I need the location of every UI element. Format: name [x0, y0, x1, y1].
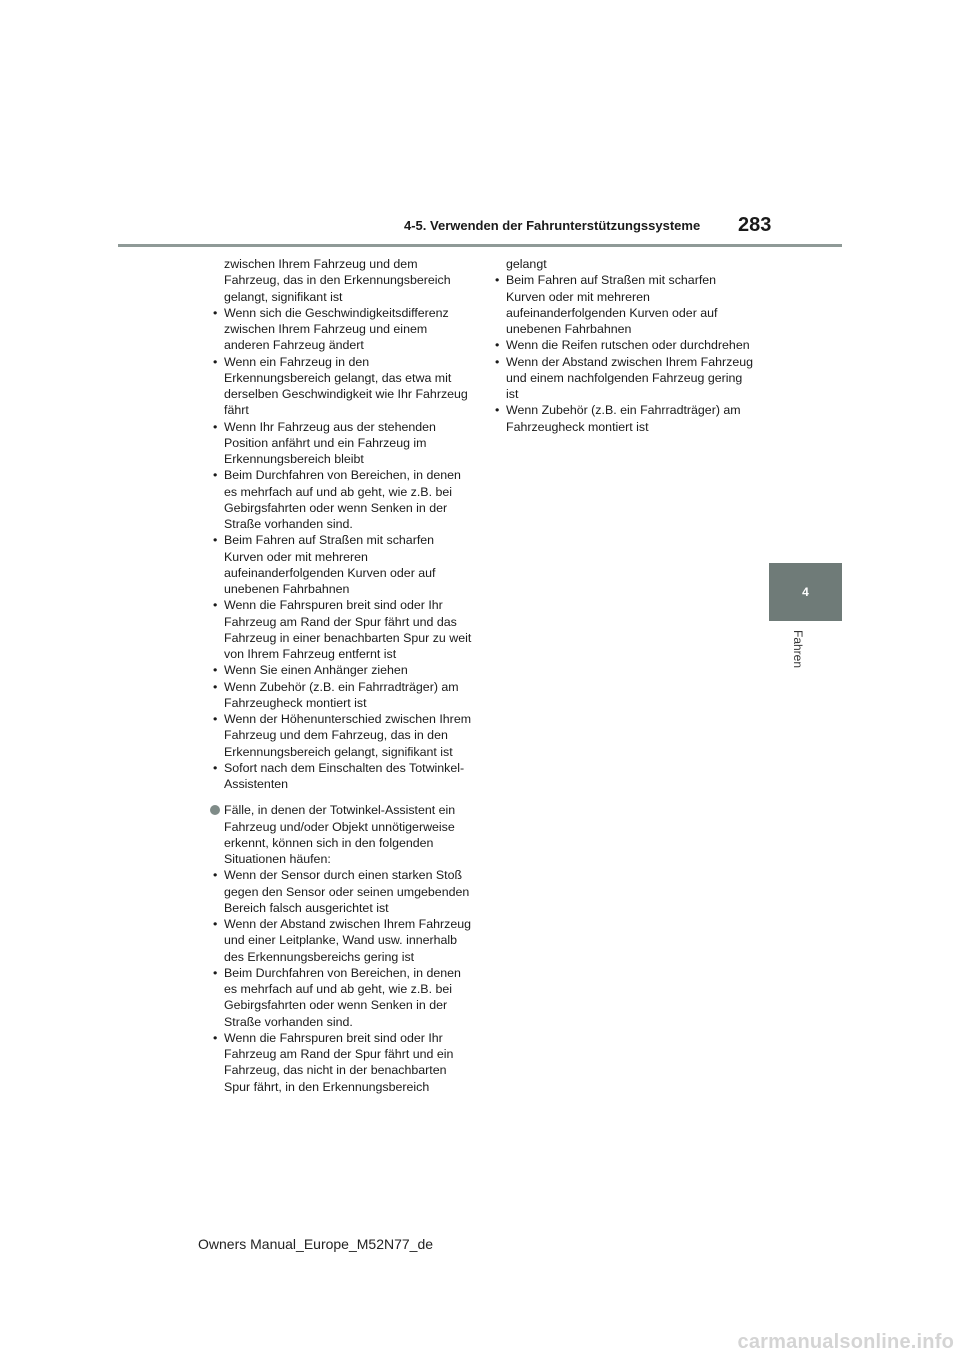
list-item: • Wenn Sie einen Anhänger ziehen	[210, 662, 472, 678]
list-item: • Wenn sich die Geschwindigkeitsdifferenz zwischen Ihrem Fahrzeug und einem anderen Fahrzeug ändert	[210, 305, 472, 354]
chapter-label: Fahren	[791, 630, 805, 669]
right-column	[492, 256, 754, 435]
list-item: • Wenn die Reifen rutschen oder durchdrehen	[492, 337, 754, 353]
bullet-list	[210, 867, 472, 1095]
list-item: • Wenn der Sensor durch einen starken Stoß gegen den Sensor oder seinen umgebenden Bereich falsch ausgerichtet ist	[210, 867, 472, 916]
list-item: • Beim Durchfahren von Bereichen, in denen es mehrfach auf und ab geht, wie z.B. bei Gebirgsfahrten oder wenn Senken in der Straße vorhanden sind.	[210, 965, 472, 1030]
list-item: • Wenn Zubehör (z.B. ein Fahrradträger) am Fahrzeugheck montiert ist	[492, 402, 754, 435]
list-item: • Wenn die Fahrspuren breit sind oder Ihr Fahrzeug am Rand der Spur fährt und ein Fahrzeug, das nicht in der benachbarten Spur fährt, in den Erkennungsbereich	[210, 1030, 472, 1095]
list-item: • Wenn der Abstand zwischen Ihrem Fahrzeug und einer Leitplanke, Wand usw. innerhalb des Erkennungsbereichs gering ist	[210, 916, 472, 965]
watermark: carmanualsonline.info	[737, 1331, 954, 1353]
header-divider	[118, 244, 842, 247]
list-item: • Beim Fahren auf Straßen mit scharfen Kurven oder mit mehreren aufeinanderfolgenden Kurven oder auf unebenen Fahrbahnen	[210, 532, 472, 597]
continued-text: zwischen Ihrem Fahrzeug und dem Fahrzeug, das in den Erkennungsbereich gelangt, signifikant ist	[224, 257, 451, 304]
chapter-number: 4	[802, 585, 809, 599]
list-item: • Wenn ein Fahrzeug in den Erkennungsbereich gelangt, das etwa mit derselben Geschwindigkeit wie Ihr Fahrzeug fährt	[210, 354, 472, 419]
list-item: • Wenn Ihr Fahrzeug aus der stehenden Position anfährt und ein Fahrzeug im Erkennungsbereich bleibt	[210, 419, 472, 468]
page-number: 283	[738, 214, 772, 236]
list-item: • Beim Durchfahren von Bereichen, in denen es mehrfach auf und ab geht, wie z.B. bei Gebirgsfahrten oder wenn Senken in der Straße vorhanden sind.	[210, 467, 472, 532]
section-title: 4-5. Verwenden der Fahrunterstützungssysteme	[404, 218, 701, 233]
left-column	[210, 256, 472, 1095]
circle-bullet-icon	[210, 805, 220, 815]
list-item: • Wenn der Höhenunterschied zwischen Ihrem Fahrzeug und dem Fahrzeug, das in den Erkennungsbereich gelangt, signifikant ist	[210, 711, 472, 760]
list-item: • Wenn Zubehör (z.B. ein Fahrradträger) am Fahrzeugheck montiert ist	[210, 679, 472, 712]
continued-text: gelangt	[506, 257, 547, 271]
list-item: • Sofort nach dem Einschalten des Totwinkel-Assistenten	[210, 760, 472, 793]
bullet-list	[210, 305, 472, 793]
section-lead-text: Fälle, in denen der Totwinkel-Assistent ein Fahrzeug und/oder Objekt unnötigerweise erkennt, können sich in den folgenden Situationen häufen:	[224, 803, 456, 866]
section-lead	[210, 802, 472, 867]
list-item: • Wenn die Fahrspuren breit sind oder Ihr Fahrzeug am Rand der Spur fährt und das Fahrzeug in einer benachbarten Spur zu weit von Ihrem Fahrzeug entfernt ist	[210, 597, 472, 662]
footer-text: Owners Manual_Europe_M52N77_de	[198, 1236, 434, 1252]
list-item: • Wenn der Abstand zwischen Ihrem Fahrzeug und einem nachfolgenden Fahrzeug gering ist	[492, 354, 754, 403]
list-item: • Beim Fahren auf Straßen mit scharfen Kurven oder mit mehreren aufeinanderfolgenden Kurven oder auf unebenen Fahrbahnen	[492, 272, 754, 337]
chapter-tab[interactable]	[769, 563, 842, 621]
bullet-list	[492, 272, 754, 435]
